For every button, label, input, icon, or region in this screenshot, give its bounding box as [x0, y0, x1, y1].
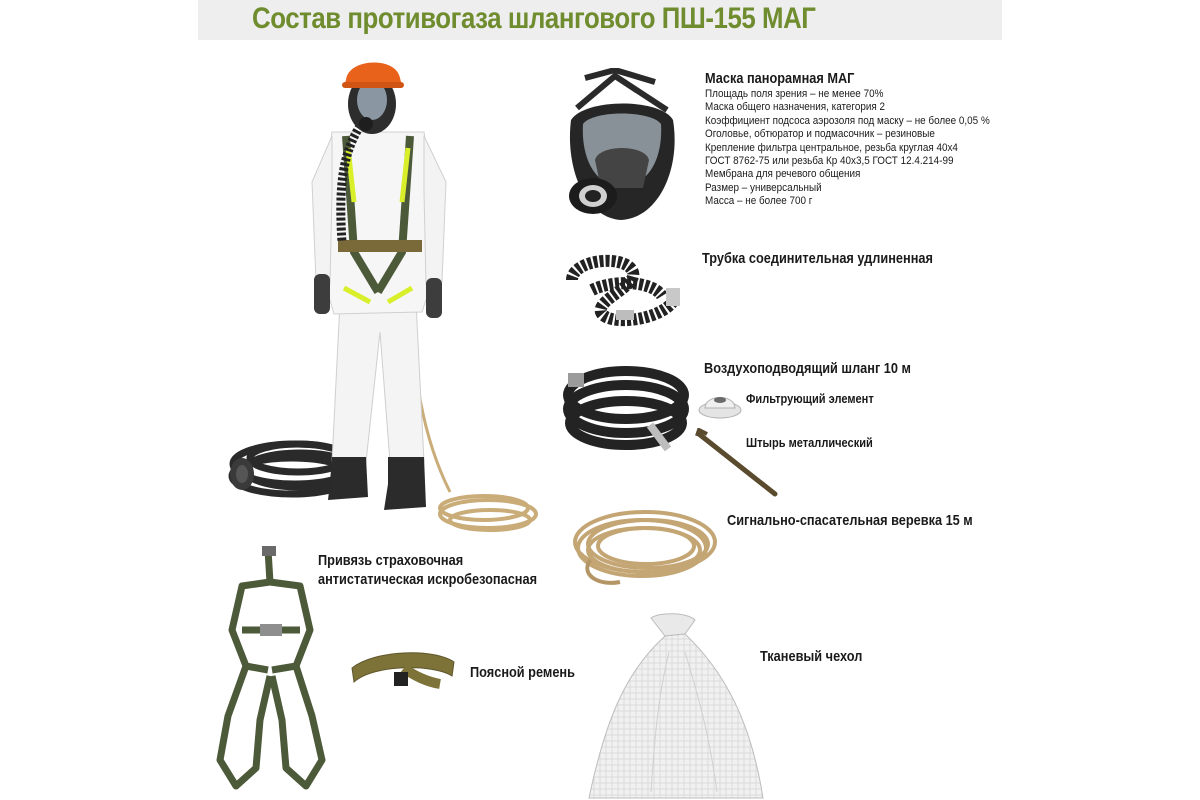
harness-image: [212, 546, 330, 794]
mask-spec-item: ГОСТ 8762-75 или резьба Кр 40х3,5 ГОСТ 12.4.214-99: [705, 155, 954, 168]
page-title: Состав противогаза шлангового ПШ-155 МАГ: [252, 2, 816, 35]
mask-spec-item: Масса – не более 700 г: [705, 195, 813, 208]
person-in-gear-image: [220, 52, 560, 542]
waist-belt-image: [344, 646, 460, 696]
mask-spec-list: [705, 88, 990, 209]
mask-heading: Маска панорамная МАГ: [705, 70, 855, 87]
rope-label: Сигнально-спасательная веревка 15 м: [727, 512, 973, 529]
mask-spec-item: Коэффициент подсоса аэрозоля под маску – не более 0,05 %: [705, 114, 990, 127]
bag-label: Тканевый чехол: [760, 648, 863, 665]
fabric-bag-image: [585, 612, 767, 800]
panoramic-mask-image: [555, 68, 690, 228]
mask-spec-item: Крепление фильтра центральное, резьба круглая 40х4: [705, 141, 958, 154]
harness-label-line2: антистатическая искробезопасная: [318, 571, 538, 588]
connecting-tube-image: [562, 250, 692, 330]
hose-label: Воздухоподводящий шланг 10 м: [704, 360, 911, 377]
mask-spec-item: Мембрана для речевого общения: [705, 168, 861, 181]
air-hose-image: [560, 355, 700, 455]
belt-label: Поясной ремень: [470, 664, 575, 681]
rope-image: [570, 500, 720, 590]
mask-spec-item: Оголовье, обтюратор и подмасочник – резиновые: [705, 128, 935, 141]
mask-spec-item: Размер – универсальный: [705, 181, 822, 194]
filter-label: Фильтрующий элемент: [746, 391, 874, 406]
filter-element-image: [697, 390, 743, 420]
mask-spec-item: Маска общего назначения, категория 2: [705, 101, 885, 114]
tube-label: Трубка соединительная удлиненная: [702, 250, 933, 267]
mask-spec-item: Площадь поля зрения – не менее 70%: [705, 88, 884, 100]
pin-label: Штырь металлический: [746, 435, 873, 450]
harness-label-line1: Привязь страховочная: [318, 552, 464, 569]
